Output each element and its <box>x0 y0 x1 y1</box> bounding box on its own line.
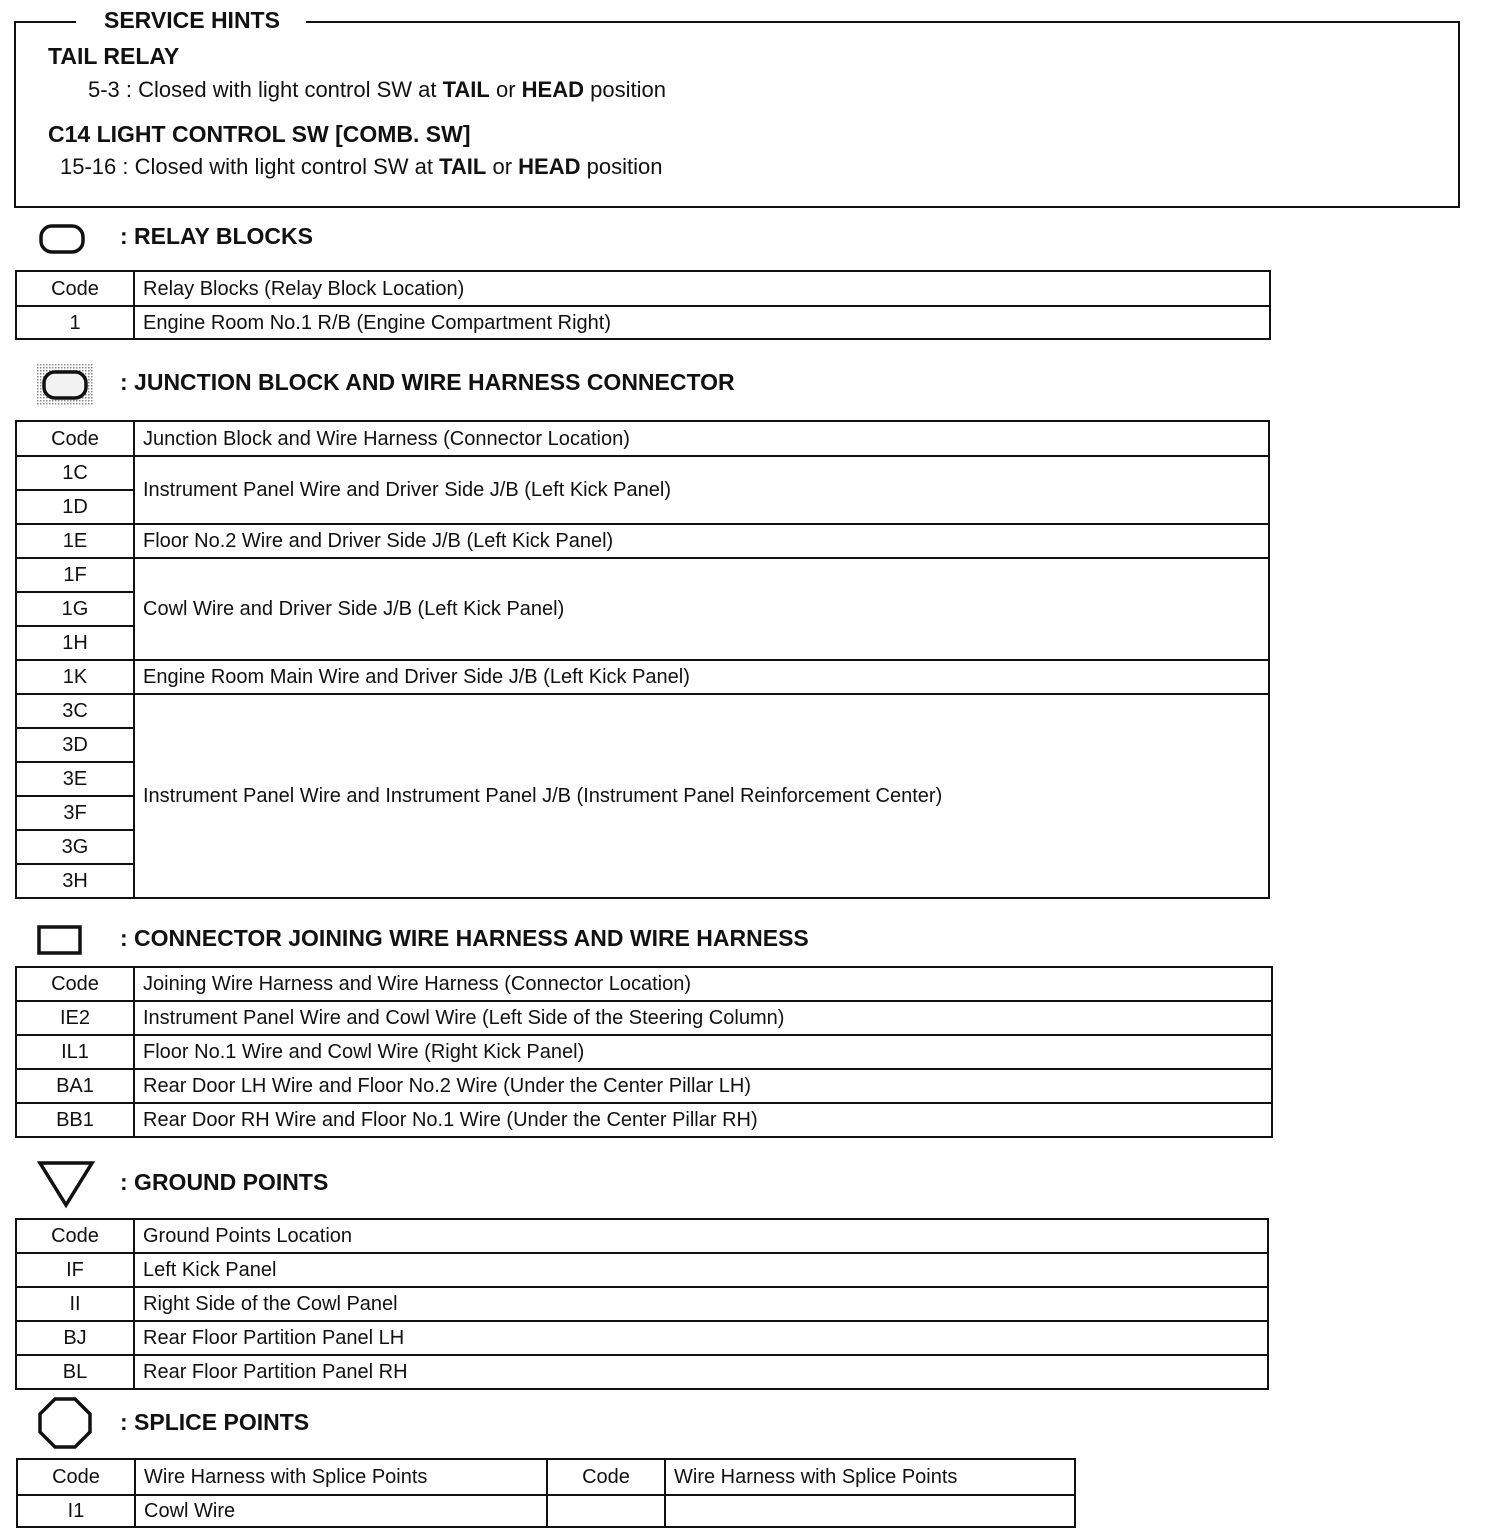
table-row <box>16 524 1269 558</box>
table-header-desc: Joining Wire Harness and Wire Harness (Connector Location) <box>134 967 1272 1001</box>
hint-text: : Closed with light control SW at <box>125 77 443 102</box>
table-row <box>16 1321 1268 1355</box>
ground-points-table <box>15 1218 1269 1390</box>
table-cell-code: 1E <box>16 524 134 558</box>
table-header-desc: Relay Blocks (Relay Block Location) <box>134 271 1270 306</box>
table-header-desc: Wire Harness with Splice Points <box>665 1459 1075 1495</box>
table-header-row <box>16 967 1272 1001</box>
hint-text: position <box>584 77 666 102</box>
table-header-desc: Ground Points Location <box>134 1219 1268 1253</box>
hint-pins: 5-3 <box>88 77 120 102</box>
table-cell-code: IE2 <box>16 1001 134 1035</box>
table-cell-code: 1 <box>16 306 134 339</box>
table-header-code: Code <box>16 1219 134 1253</box>
table-cell-desc: Rear Door RH Wire and Floor No.1 Wire (Under the Center Pillar RH) <box>134 1103 1272 1137</box>
hint-text: or <box>486 154 519 179</box>
table-cell-code: II <box>16 1287 134 1321</box>
table-cell-code: IL1 <box>16 1035 134 1069</box>
table-header-row <box>17 1459 1075 1495</box>
triangle-icon <box>37 1160 95 1210</box>
table-cell-desc: Right Side of the Cowl Panel <box>134 1287 1268 1321</box>
table-row <box>16 694 1269 728</box>
table-header-code: Code <box>16 271 134 306</box>
table-header-desc: Junction Block and Wire Harness (Connector Location) <box>134 421 1269 456</box>
rounded-rectangle-icon <box>38 222 88 256</box>
table-cell-desc: Rear Floor Partition Panel RH <box>134 1355 1268 1389</box>
table-row <box>17 1495 1075 1527</box>
table-cell-code: 3G <box>16 830 134 864</box>
table-cell-code: 1K <box>16 660 134 694</box>
splice-points-title: : SPLICE POINTS <box>120 1409 310 1435</box>
table-header-code: Code <box>16 967 134 1001</box>
octagon-icon <box>37 1396 93 1450</box>
table-cell-desc: Rear Floor Partition Panel LH <box>134 1321 1268 1355</box>
table-cell-code: 1C <box>16 456 134 490</box>
table-cell-desc: Engine Room No.1 R/B (Engine Compartment Right) <box>134 306 1270 339</box>
table-cell-code <box>547 1495 665 1527</box>
table-row <box>16 1001 1272 1035</box>
table-cell-desc: Cowl Wire and Driver Side J/B (Left Kick Panel) <box>134 558 1269 660</box>
table-cell-code: BJ <box>16 1321 134 1355</box>
light-control-sw-hint <box>60 153 662 181</box>
table-cell-code: 3E <box>16 762 134 796</box>
table-cell-code: 3D <box>16 728 134 762</box>
table-cell-code: I1 <box>17 1495 135 1527</box>
junction-block-table <box>15 420 1270 899</box>
table-cell-desc: Floor No.1 Wire and Cowl Wire (Right Kick Panel) <box>134 1035 1272 1069</box>
hint-text: position <box>580 154 663 179</box>
hint-bold-tail: TAIL <box>439 154 487 179</box>
splice-points-table <box>16 1458 1076 1528</box>
table-row <box>16 1103 1272 1137</box>
table-row <box>16 558 1269 592</box>
table-header-row <box>16 421 1269 456</box>
table-cell-code: 1D <box>16 490 134 524</box>
table-row <box>16 306 1270 339</box>
table-header-code: Code <box>17 1459 135 1495</box>
table-cell-desc: Instrument Panel Wire and Cowl Wire (Left Side of the Steering Column) <box>134 1001 1272 1035</box>
table-header-code: Code <box>16 421 134 456</box>
table-cell-desc: Instrument Panel Wire and Instrument Panel J/B (Instrument Panel Reinforcement Center) <box>134 694 1269 898</box>
hint-text: or <box>489 77 522 102</box>
service-hints-title: SERVICE HINTS <box>76 6 306 34</box>
table-cell-desc: Rear Door LH Wire and Floor No.2 Wire (Under the Center Pillar LH) <box>134 1069 1272 1103</box>
table-cell-desc: Left Kick Panel <box>134 1253 1268 1287</box>
table-row <box>16 1069 1272 1103</box>
table-cell-code: IF <box>16 1253 134 1287</box>
table-header-desc: Wire Harness with Splice Points <box>135 1459 547 1495</box>
table-cell-code: BL <box>16 1355 134 1389</box>
table-row <box>16 660 1269 694</box>
relay-blocks-table <box>15 270 1271 340</box>
table-cell-desc: Instrument Panel Wire and Driver Side J/B (Left Kick Panel) <box>134 456 1269 524</box>
junction-block-title: : JUNCTION BLOCK AND WIRE HARNESS CONNECTOR <box>120 369 735 395</box>
table-cell-code: BB1 <box>16 1103 134 1137</box>
rectangle-icon <box>37 924 83 956</box>
table-header-code: Code <box>547 1459 665 1495</box>
tail-relay-hint <box>88 76 666 104</box>
table-row <box>16 456 1269 490</box>
table-row <box>16 1355 1268 1389</box>
table-cell-desc: Floor No.2 Wire and Driver Side J/B (Left Kick Panel) <box>134 524 1269 558</box>
hint-bold-head: HEAD <box>518 154 581 179</box>
table-cell-code: 3H <box>16 864 134 898</box>
table-row <box>16 1253 1268 1287</box>
relay-blocks-title: : RELAY BLOCKS <box>120 223 313 249</box>
table-cell-desc: Engine Room Main Wire and Driver Side J/B (Left Kick Panel) <box>134 660 1269 694</box>
connector-table <box>15 966 1273 1138</box>
ground-points-title: : GROUND POINTS <box>120 1169 329 1195</box>
table-header-row <box>16 271 1270 306</box>
tail-relay-title: TAIL RELAY <box>48 43 180 69</box>
hint-bold-head: HEAD <box>521 77 584 102</box>
table-cell-desc: Cowl Wire <box>135 1495 547 1527</box>
table-row <box>16 1287 1268 1321</box>
table-cell-code: 1F <box>16 558 134 592</box>
hint-pins: 15-16 <box>60 154 117 179</box>
table-header-row <box>16 1219 1268 1253</box>
table-cell-code: 1H <box>16 626 134 660</box>
table-cell-desc <box>665 1495 1075 1527</box>
table-cell-code: BA1 <box>16 1069 134 1103</box>
connector-title: : CONNECTOR JOINING WIRE HARNESS AND WIRE HARNESS <box>120 925 809 951</box>
light-control-sw-title: C14 LIGHT CONTROL SW [COMB. SW] <box>48 121 471 147</box>
shaded-rounded-rectangle-icon <box>37 364 93 406</box>
hint-text: : Closed with light control SW at <box>122 154 440 179</box>
table-cell-code: 1G <box>16 592 134 626</box>
hint-bold-tail: TAIL <box>442 77 490 102</box>
table-row <box>16 1035 1272 1069</box>
table-cell-code: 3C <box>16 694 134 728</box>
table-cell-code: 3F <box>16 796 134 830</box>
